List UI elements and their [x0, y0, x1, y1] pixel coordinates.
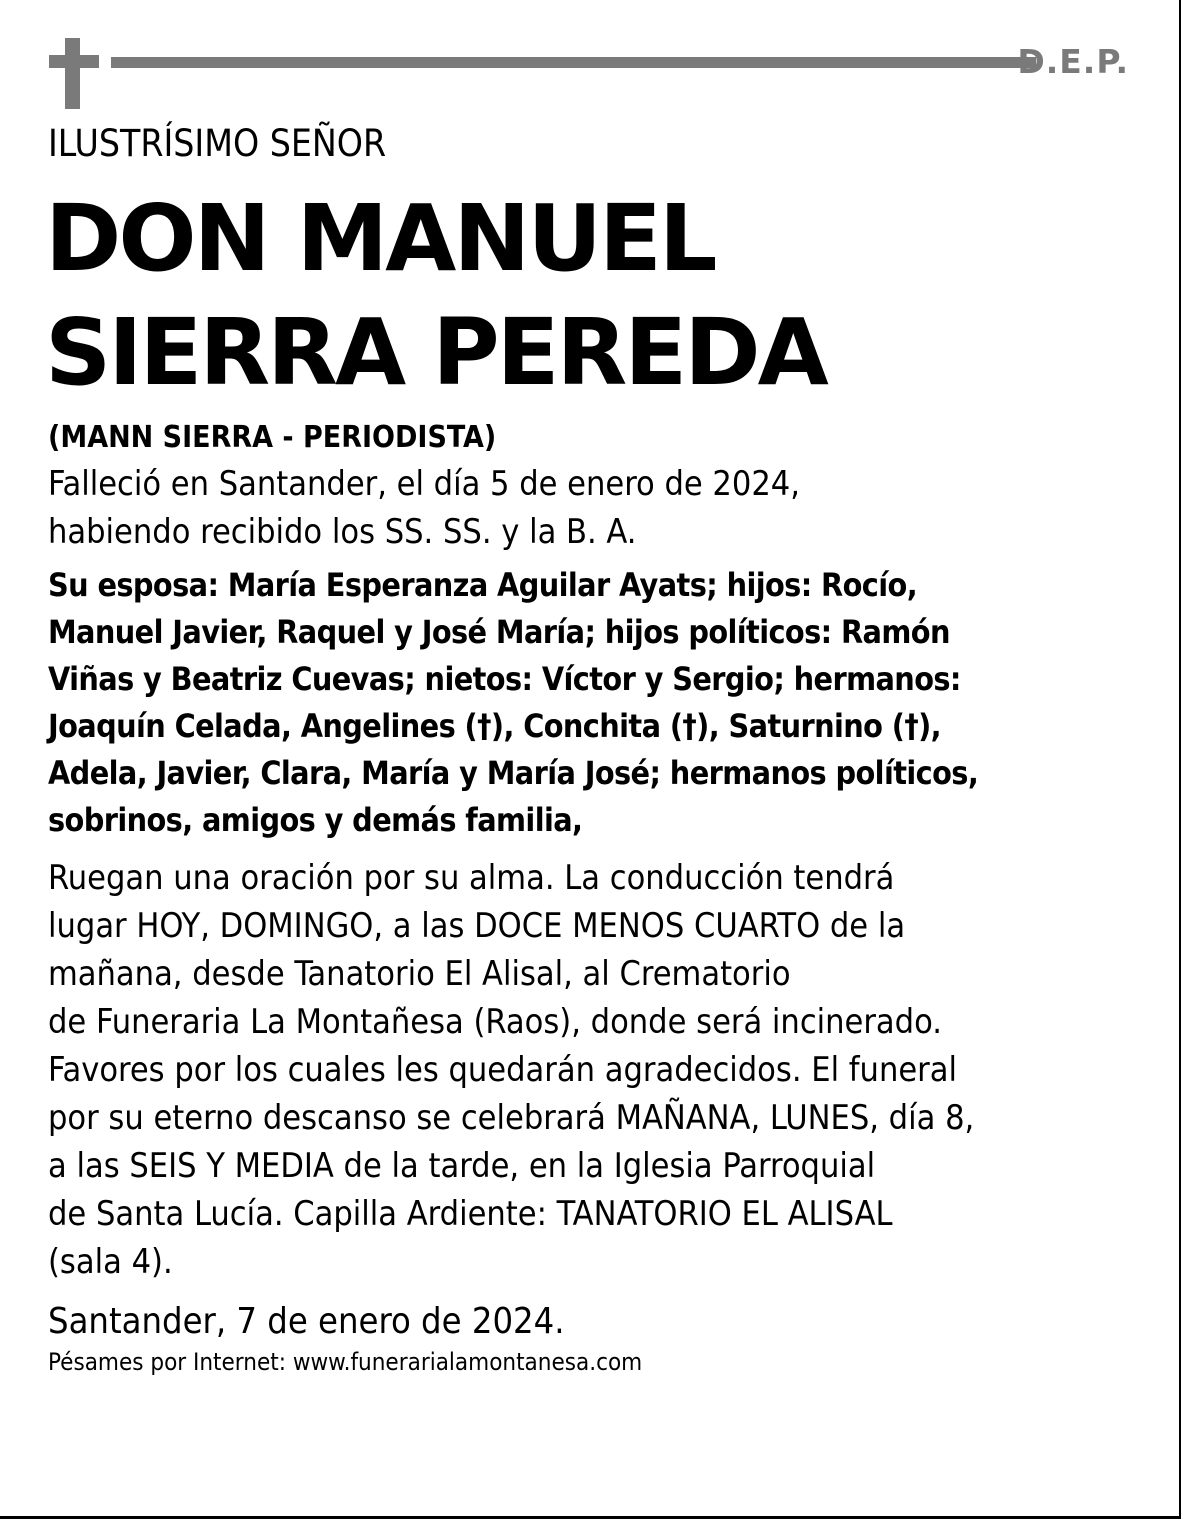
body-line: por su eterno descanso se celebrará MAÑANA, LUNES, día 8,	[48, 1098, 975, 1138]
name-line-1: DON MANUEL	[45, 185, 715, 292]
body-line: a las SEIS Y MEDIA de la tarde, en la Iglesia Parroquial	[48, 1146, 876, 1186]
header	[49, 38, 1129, 108]
body-line: Favores por los cuales les quedarán agradecidos. El funeral	[48, 1050, 957, 1090]
body-line: Ruegan una oración por su alma. La conducción tendrá	[48, 858, 895, 898]
family-line: Viñas y Beatriz Cuevas; nietos: Víctor y Sergio; hermanos:	[48, 660, 961, 698]
family-list	[48, 562, 1148, 844]
body-line: lugar HOY, DOMINGO, a las DOCE MENOS CUARTO de la	[48, 906, 906, 946]
header-rule	[111, 57, 1036, 68]
place-date: Santander, 7 de enero de 2024.	[48, 1301, 565, 1342]
family-line: sobrinos, amigos y demás familia,	[48, 801, 583, 839]
condolences-web-note: Pésames por Internet: www.funerarialamontanesa.com	[48, 1348, 643, 1376]
body-line: de Funeraria La Montañesa (Raos), donde será incinerado.	[48, 1002, 942, 1042]
family-line: Su esposa: María Esperanza Aguilar Ayats; hijos: Rocío,	[48, 566, 918, 604]
body-line: de Santa Lucía. Capilla Ardiente: TANATORIO EL ALISAL	[48, 1194, 893, 1234]
family-line: Joaquín Celada, Angelines (†), Conchita (†), Saturnino (†),	[48, 707, 942, 745]
ceremony-details	[48, 854, 1148, 1286]
name-line-2: SIERRA PEREDA	[45, 299, 826, 406]
body-line: (sala 4).	[48, 1242, 173, 1282]
family-line: Manuel Javier, Raquel y José María; hijos políticos: Ramón	[48, 613, 950, 651]
obituary-content	[45, 118, 1148, 1378]
body-line: mañana, desde Tanatorio El Alisal, al Crematorio	[48, 954, 791, 994]
death-line: Falleció en Santander, el día 5 de enero de 2024,	[48, 464, 800, 504]
death-line: habiendo recibido los SS. SS. y la B. A.	[48, 512, 637, 552]
dep-label: D.E.P.	[1017, 42, 1129, 81]
deceased-name	[45, 182, 1148, 410]
death-notice	[48, 460, 1148, 556]
nickname: (MANN SIERRA - PERIODISTA)	[48, 420, 497, 455]
title-prefix: ILUSTRÍSIMO SEÑOR	[48, 122, 387, 165]
family-line: Adela, Javier, Clara, María y María José; hermanos políticos,	[48, 754, 979, 792]
